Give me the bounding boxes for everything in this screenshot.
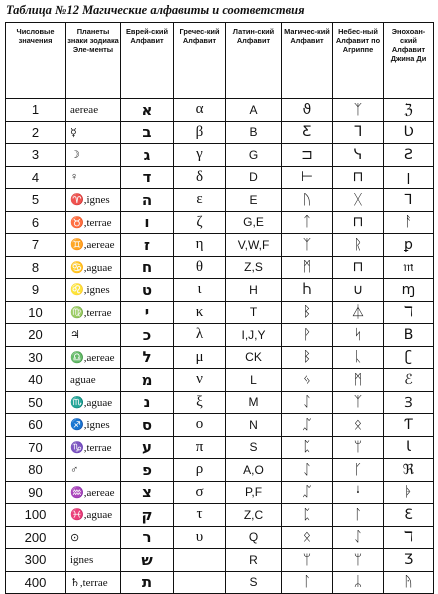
cell-greek: κ [174,301,226,324]
header-enochian: Энохоан-ский Алфавит Джина Ди [384,23,434,99]
cell-celestial: ᛗ [333,369,384,392]
cell-planet: ♀ [66,166,121,189]
cell-planet: ♎,aereae [66,346,121,369]
cell-hebrew: ר [121,526,174,549]
cell-number: 20 [6,324,66,347]
cell-number: 100 [6,504,66,527]
cell-greek: ν [174,369,226,392]
cell-greek: ι [174,279,226,302]
table-row [6,571,434,594]
cell-hebrew: ל [121,346,174,369]
header-magic: Магичес-кий Алфавит [282,23,333,99]
cell-latin: E [226,189,282,212]
cell-greek: σ [174,481,226,504]
cell-enochian: ℸ [384,526,434,549]
cell-celestial: ᚴ [333,459,384,482]
cell-number: 400 [6,571,66,594]
cell-number: 9 [6,279,66,302]
cell-magic: ᛈ [282,436,333,459]
cell-planet: ♑,terrae [66,436,121,459]
cell-latin: CK [226,346,282,369]
header-numeric: Числовые значения [6,23,66,99]
cell-hebrew: ס [121,414,174,437]
cell-magic: ᛟ [282,526,333,549]
cell-magic: ⊢ [282,166,333,189]
cell-enochian: Ɩ [384,436,434,459]
table-row [6,504,434,527]
cell-number: 3 [6,144,66,167]
cell-number: 2 [6,121,66,144]
cell-planet: ♈,ignes [66,189,121,212]
cell-enochian: ℨ [384,99,434,122]
cell-number: 30 [6,346,66,369]
cell-magic: ᚹ [282,324,333,347]
cell-celestial: ᚷ [333,189,384,212]
cell-greek: α [174,99,226,122]
cell-greek: ζ [174,211,226,234]
cell-greek: θ [174,256,226,279]
cell-latin: L [226,369,282,392]
cell-enochian: ʗ [384,346,434,369]
table-row [6,234,434,257]
cell-enochian: Ʒ [384,549,434,572]
cell-magic: ϑ [282,99,333,122]
header-celestial: Небес-ный Алфавит по Агриппе [333,23,384,99]
cell-latin: P,F [226,481,282,504]
cell-celestial: ᛟ [333,414,384,437]
cell-number: 8 [6,256,66,279]
cell-latin: N [226,414,282,437]
table-row [6,481,434,504]
cell-hebrew: ז [121,234,174,257]
cell-magic: ᛉ [282,234,333,257]
cell-enochian: ⅂ [384,189,434,212]
cell-enochian: 𝔪 [384,256,434,279]
cell-magic: ᛇ [282,459,333,482]
cell-enochian: ɱ [384,279,434,302]
cell-celestial: ⊓ [333,211,384,234]
cell-celestial: ᚱ [333,234,384,257]
cell-hebrew: פ [121,459,174,482]
cell-latin: Z,C [226,504,282,527]
cell-planet: aguae [66,369,121,392]
cell-celestial: ⊓ [333,166,384,189]
cell-number: 300 [6,549,66,572]
table-row [6,99,434,122]
cell-latin: R [226,549,282,572]
cell-latin: G [226,144,282,167]
cell-magic: ᛇ [282,391,333,414]
cell-planet: ♄,terrae [66,571,121,594]
cell-planet: ignes [66,549,121,572]
cell-greek [174,571,226,594]
cell-celestial: ᒣ [333,121,384,144]
cell-celestial: ⏃ [333,301,384,324]
cell-magic: ᛃ [282,369,333,392]
cell-greek: υ [174,526,226,549]
table-row [6,459,434,482]
cell-planet: ♊,aereae [66,234,121,257]
cell-celestial: ᛋ [333,324,384,347]
cell-magic: ᛒ [282,346,333,369]
table-row [6,279,434,302]
cell-number: 200 [6,526,66,549]
cell-greek: τ [174,504,226,527]
table-row [6,436,434,459]
cell-latin: M [226,391,282,414]
table-row [6,144,434,167]
cell-planet: ♍,terrae [66,301,121,324]
cell-planet: ♓,aguae [66,504,121,527]
cell-greek: ε [174,189,226,212]
cell-enochian: ᚨ [384,211,434,234]
cell-number: 6 [6,211,66,234]
table-row [6,166,434,189]
cell-number: 1 [6,99,66,122]
page-title: Таблица №12 Магические алфавиты и соответствия [6,3,305,17]
table-row [6,211,434,234]
cell-planet: ♂ [66,459,121,482]
cell-latin: Q [226,526,282,549]
cell-greek: λ [174,324,226,347]
cell-number: 10 [6,301,66,324]
table-row [6,324,434,347]
cell-latin: D [226,166,282,189]
cell-enochian: ꞁ [384,166,434,189]
cell-celestial: ∪ [333,279,384,302]
cell-latin: S [226,571,282,594]
cell-hebrew: ט [121,279,174,302]
cell-magic: Ƹ [282,121,333,144]
cell-celestial: ᛉ [333,99,384,122]
cell-number: 5 [6,189,66,212]
cell-magic: ᛚ [282,571,333,594]
cell-hebrew: ב [121,121,174,144]
cell-greek: ξ [174,391,226,414]
cell-celestial: ᚳ [333,346,384,369]
cell-number: 90 [6,481,66,504]
cell-greek: ο [174,414,226,437]
table-row [6,391,434,414]
table-row [6,346,434,369]
cell-enochian: B [384,324,434,347]
cell-planet: ☽ [66,144,121,167]
cell-latin: I,J,Y [226,324,282,347]
cell-planet: aereae [66,99,121,122]
header-hebrew: Еврей-ский Алфавит [121,23,174,99]
cell-celestial: ᓭ [333,144,384,167]
cell-magic: Ⴙ [282,279,333,302]
cell-hebrew: צ [121,481,174,504]
cell-planet: ♐,ignes [66,414,121,437]
table-row [6,369,434,392]
cell-number: 7 [6,234,66,257]
cell-hebrew: ק [121,504,174,527]
cell-magic: ᛈ [282,504,333,527]
cell-hebrew: מ [121,369,174,392]
cell-enochian: Ɜ [384,391,434,414]
cell-magic: ᛢ [282,414,333,437]
cell-number: 50 [6,391,66,414]
cell-planet: ☿ [66,121,121,144]
cell-enochian: Ɛ [384,504,434,527]
cell-celestial: ⊓ [333,256,384,279]
cell-celestial: ᛉ [333,391,384,414]
cell-enochian: Ƨ [384,144,434,167]
cell-greek: μ [174,346,226,369]
cell-greek: η [174,234,226,257]
cell-latin: B [226,121,282,144]
cell-latin: A,O [226,459,282,482]
cell-greek: δ [174,166,226,189]
cell-enochian: ℜ [384,459,434,482]
table-row [6,526,434,549]
cell-enochian: Ʋ [384,121,434,144]
cell-enochian: Ƭ [384,414,434,437]
cell-hebrew: ע [121,436,174,459]
cell-celestial: ᛍ [333,481,384,504]
cell-hebrew: ש [121,549,174,572]
cell-latin: S [226,436,282,459]
cell-planet: ♉,terrae [66,211,121,234]
cell-magic: ᛏ [282,211,333,234]
table-row [6,256,434,279]
cell-magic: ᛗ [282,256,333,279]
cell-enochian: ᚤ [384,571,434,594]
cell-magic: ᛢ [282,481,333,504]
cell-number: 4 [6,166,66,189]
cell-greek: γ [174,144,226,167]
table-row [6,121,434,144]
header-latin: Латин-ский Алфавит [226,23,282,99]
cell-latin: H [226,279,282,302]
cell-hebrew: ח [121,256,174,279]
cell-greek [174,549,226,572]
cell-enochian: ℸ [384,301,434,324]
cell-hebrew: א [121,99,174,122]
table-row [6,549,434,572]
cell-planet: ♋,aguae [66,256,121,279]
cell-hebrew: ד [121,166,174,189]
cell-hebrew: נ [121,391,174,414]
cell-hebrew: ה [121,189,174,212]
cell-magic: ᛒ [282,301,333,324]
cell-celestial: ᛦ [333,571,384,594]
cell-hebrew: ת [121,571,174,594]
cell-enochian: ꝑ [384,234,434,257]
cell-greek: π [174,436,226,459]
cell-magic: ᛘ [282,549,333,572]
cell-enochian: ᚧ [384,481,434,504]
header-greek: Гречес-кий Алфавит [174,23,226,99]
cell-celestial: ᛇ [333,526,384,549]
table-row [6,189,434,212]
cell-planet: ⊙ [66,526,121,549]
cell-celestial: ᛚ [333,504,384,527]
cell-latin: A [226,99,282,122]
cell-latin: T [226,301,282,324]
cell-greek: β [174,121,226,144]
table-row [6,414,434,437]
cell-celestial: ᛘ [333,436,384,459]
cell-number: 80 [6,459,66,482]
cell-hebrew: י [121,301,174,324]
cell-latin: Z,S [226,256,282,279]
cell-latin: G,E [226,211,282,234]
cell-hebrew: ו [121,211,174,234]
cell-latin: V,W,F [226,234,282,257]
header-row [6,23,434,99]
cell-hebrew: כ [121,324,174,347]
cell-celestial: ᛘ [333,549,384,572]
cell-planet: ♒,aereae [66,481,121,504]
cell-number: 40 [6,369,66,392]
cell-number: 70 [6,436,66,459]
cell-hebrew: ג [121,144,174,167]
cell-greek: ρ [174,459,226,482]
cell-number: 60 [6,414,66,437]
cell-magic: ⊐ [282,144,333,167]
table-row [6,301,434,324]
cell-planet: ♃ [66,324,121,347]
cell-enochian: ℰ [384,369,434,392]
cell-planet: ♏,aguae [66,391,121,414]
header-planets: Планеты знаки зодиака Эле-менты [66,23,121,99]
cell-magic: ᚢ [282,189,333,212]
cell-planet: ♌,ignes [66,279,121,302]
alphabet-table [5,22,434,594]
